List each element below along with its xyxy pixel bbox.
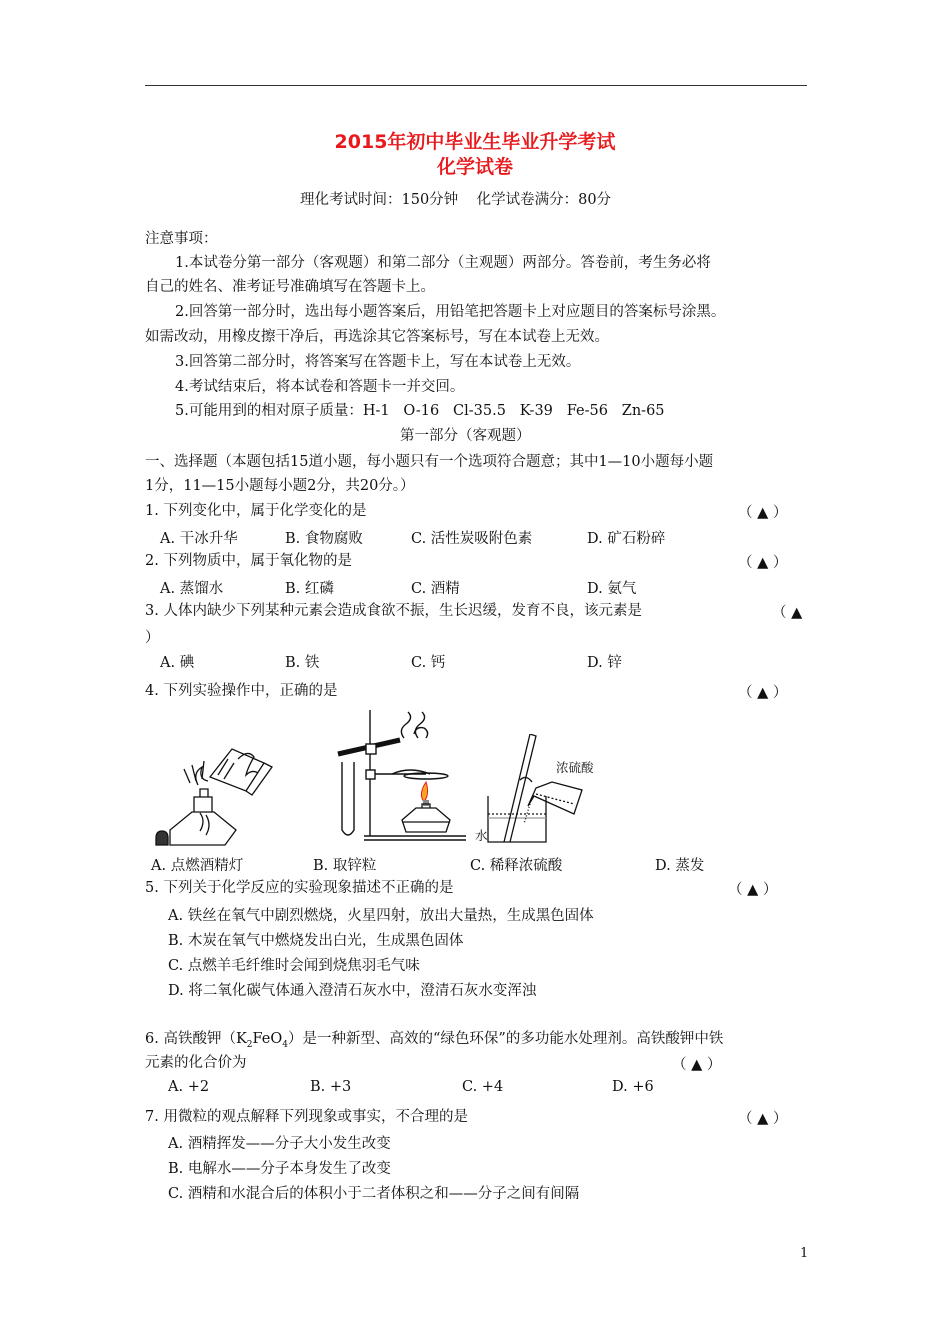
answer-mark: （ ▲ ） — [738, 505, 788, 521]
notice-item: 5.可能用到的相对原子质量：H-1 O-16 Cl-35.5 K-39 Fe-56 Zn-65 — [175, 403, 665, 419]
section-instructions: 一、选择题（本题包括15道小题，每小题只有一个选项符合题意；其中1—10小题每小题 — [145, 454, 714, 470]
answer-mark: （ ▲ ） — [738, 1111, 788, 1127]
exam-subtitle: 化学试卷 — [436, 156, 513, 178]
question-stem: 3. 人体内缺少下列某种元素会造成食欲不振，生长迟缓，发育不良，该元素是 — [145, 603, 642, 619]
answer-mark: （ ▲ ） — [738, 555, 788, 571]
option: A. 点燃酒精灯 — [151, 858, 244, 874]
notice-item: 1.本试卷分第一部分（客观题）和第二部分（主观题）两部分。答卷前，考生务必将 — [175, 255, 711, 271]
option: B. 铁 — [285, 655, 320, 671]
option: D. +6 — [612, 1079, 654, 1095]
answer-mark: ） — [145, 630, 160, 646]
option: A. 酒精挥发——分子大小发生改变 — [168, 1136, 391, 1152]
option: C. 点燃羊毛纤维时会闻到烧焦羽毛气味 — [168, 958, 420, 974]
figure-label-acid: 浓硫酸 — [556, 760, 594, 775]
option: C. 钙 — [411, 655, 446, 671]
option: A. 碘 — [160, 655, 195, 671]
question-stem: 7. 用微粒的观点解释下列现象或事实，不合理的是 — [145, 1109, 468, 1125]
notice-item: 3.回答第二部分时，将答案写在答题卡上，写在本试卷上无效。 — [175, 354, 581, 370]
notice-item: 自己的姓名、准考证号准确填写在答题卡上。 — [145, 279, 435, 295]
figure-dilute-sulfuric-acid — [474, 734, 604, 846]
notice-item: 2.回答第一部分时，选出每小题答案后，用铅笔把答题卡上对应题目的答案标号涂黑。 — [175, 304, 726, 320]
notice-item: 4.考试结束后，将本试卷和答题卡一并交回。 — [175, 379, 465, 395]
figure-take-zinc-granules — [330, 704, 470, 844]
figure-label-water: 水 — [475, 828, 488, 843]
question-stem: 2. 下列物质中，属于氧化物的是 — [145, 553, 352, 569]
answer-mark: （ ▲ ） — [738, 685, 788, 701]
option: A. +2 — [168, 1079, 210, 1095]
question-stem: 5. 下列关于化学反应的实验现象描述不正确的是 — [145, 880, 454, 896]
answer-mark: （ ▲ ） — [672, 1057, 722, 1073]
part-title: 第一部分（客观题） — [400, 428, 531, 444]
option: B. 红磷 — [285, 581, 334, 597]
header-rule — [145, 85, 807, 86]
exam-title: 2015年初中毕业生毕业升学考试 — [334, 131, 616, 153]
answer-mark: （ ▲ — [772, 605, 803, 621]
question-stem: 6. 高铁酸钾$(K_2FeO_4)$是一种新型、高效的“绿色环保”的多功能水处理剂。高铁酸钾中铁 — [145, 1031, 724, 1050]
notice-item: 如需改动，用橡皮擦干净后，再选涂其它答案标号，写在本试卷上无效。 — [145, 329, 609, 345]
option: C. 稀释浓硫酸 — [470, 858, 563, 874]
option: C. 酒精 — [411, 581, 460, 597]
answer-mark: （ ▲ ） — [728, 882, 778, 898]
option: B. 食物腐败 — [285, 531, 363, 547]
page-number: 1 — [800, 1246, 809, 1261]
question-stem: 4. 下列实验操作中，正确的是 — [145, 683, 338, 699]
option: D. 矿石粉碎 — [587, 531, 666, 547]
option: C. +4 — [462, 1079, 504, 1095]
option: B. 取锌粒 — [313, 858, 377, 874]
option: D. 氨气 — [587, 581, 637, 597]
option: D. 锌 — [587, 655, 622, 671]
exam-info: 理化考试时间：150分钟 化学试卷满分：80分 — [300, 192, 612, 208]
option: D. 蒸发 — [655, 858, 705, 874]
question-stem: 1. 下列变化中，属于化学变化的是 — [145, 503, 367, 519]
section-instructions: 1分，11—15小题每小题2分，共20分。） — [145, 478, 415, 494]
figure-light-alcohol-lamp — [150, 735, 280, 847]
option: B. +3 — [310, 1079, 352, 1095]
option: D. 将二氧化碳气体通入澄清石灰水中，澄清石灰水变浑浊 — [168, 983, 537, 999]
notice-heading: 注意事项： — [145, 231, 218, 247]
option: A. 蒸馏水 — [160, 581, 224, 597]
question-stem-line2: 元素的化合价为 — [145, 1055, 247, 1071]
option: C. 酒精和水混合后的体积小于二者体积之和——分子之间有间隔 — [168, 1186, 580, 1202]
option: B. 电解水——分子本身发生了改变 — [168, 1161, 391, 1177]
option: A. 铁丝在氧气中剧烈燃烧，火星四射，放出大量热，生成黑色固体 — [168, 908, 594, 924]
option: C. 活性炭吸附色素 — [411, 531, 533, 547]
option: A. 干冰升华 — [160, 531, 238, 547]
option: B. 木炭在氧气中燃烧发出白光，生成黑色固体 — [168, 933, 464, 949]
